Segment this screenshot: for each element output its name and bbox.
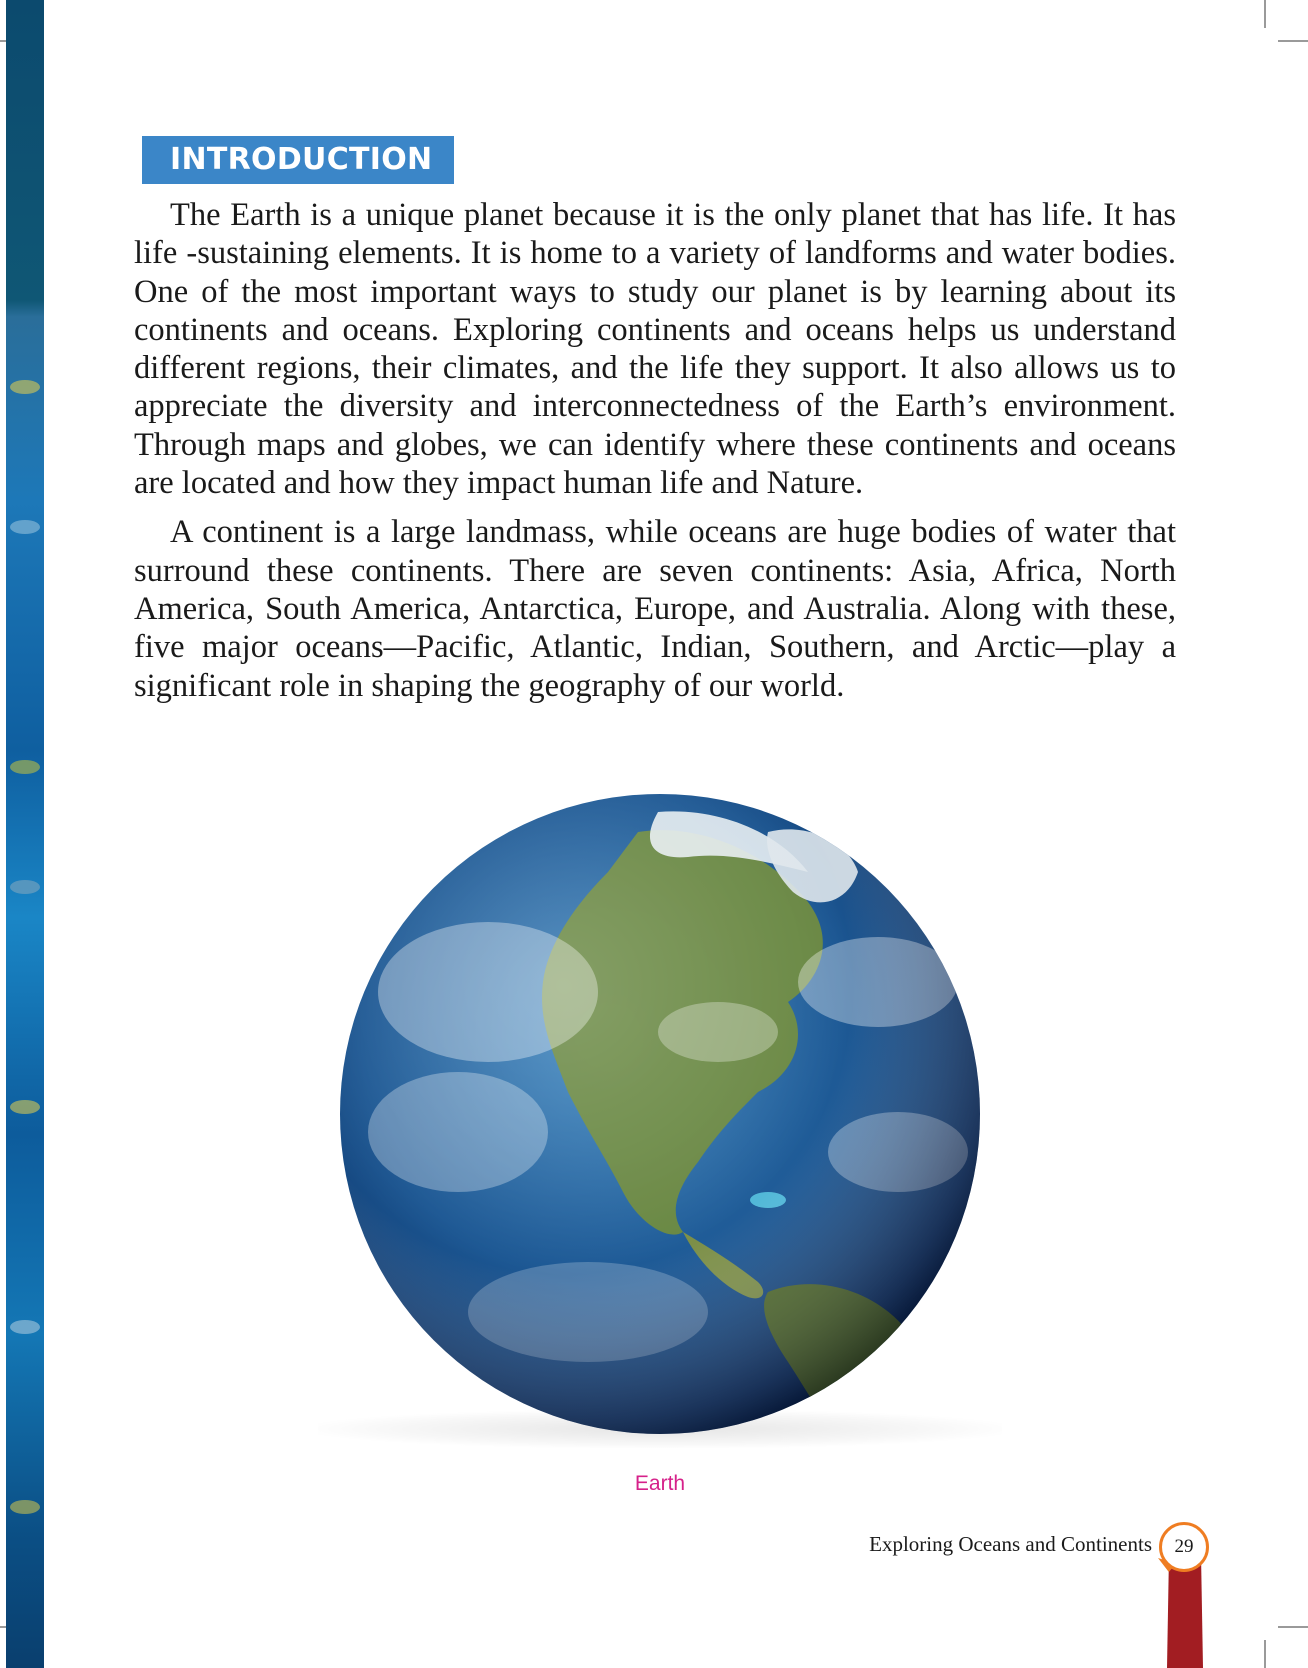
page-number-badge: 29 bbox=[1159, 1522, 1209, 1572]
fish-decoration bbox=[10, 1320, 40, 1334]
fish-decoration bbox=[10, 1500, 40, 1514]
body-text bbox=[134, 196, 1176, 716]
fish-decoration bbox=[10, 520, 40, 534]
ocean-side-strip bbox=[6, 0, 44, 1668]
footer-chapter-title: Exploring Oceans and Continents bbox=[869, 1532, 1152, 1556]
paragraph-continents: A continent is a large landmass, while oceans are huge bodies of water that surround these continents. There are seven continents: Asia, Africa, North America, South America, Antarctica, Europe, and Australia. Along with these, five major oceans—Pacific, Atlantic, Indian, Southern, and Arctic—play a significant role in shaping the geography of our world. bbox=[134, 514, 1176, 704]
earth-figure bbox=[318, 792, 1002, 1452]
earth-globe-image bbox=[338, 792, 982, 1436]
section-heading: INTRODUCTION bbox=[142, 136, 454, 184]
fish-decoration bbox=[10, 880, 40, 894]
fish-decoration bbox=[10, 380, 40, 394]
fish-decoration bbox=[10, 760, 40, 774]
globe-shading bbox=[340, 794, 980, 1434]
figure-caption: Earth bbox=[634, 1472, 686, 1495]
crop-mark-bottom-right-v bbox=[1264, 1640, 1266, 1668]
crop-mark-top-right-h bbox=[1278, 40, 1308, 42]
fish-decoration bbox=[10, 1100, 40, 1114]
paragraph-intro: The Earth is a unique planet because it is the only planet that has life. It has life -sustaining elements. It is home to a variety of landforms and water bodies. One of the most important ways to study our planet is by learning about its continents and oceans. Exploring continents and oceans helps us understand different regions, their climates, and the life they support. It also allows us to appreciate the diversity and interconnectedness of the Earth’s environment. Through maps and globes, we can identify where these continents and oceans are located and how they impact human life and Nature. bbox=[134, 197, 1176, 502]
crop-mark-top-right-v bbox=[1264, 0, 1266, 28]
crop-mark-bottom-right-h bbox=[1278, 1626, 1308, 1628]
